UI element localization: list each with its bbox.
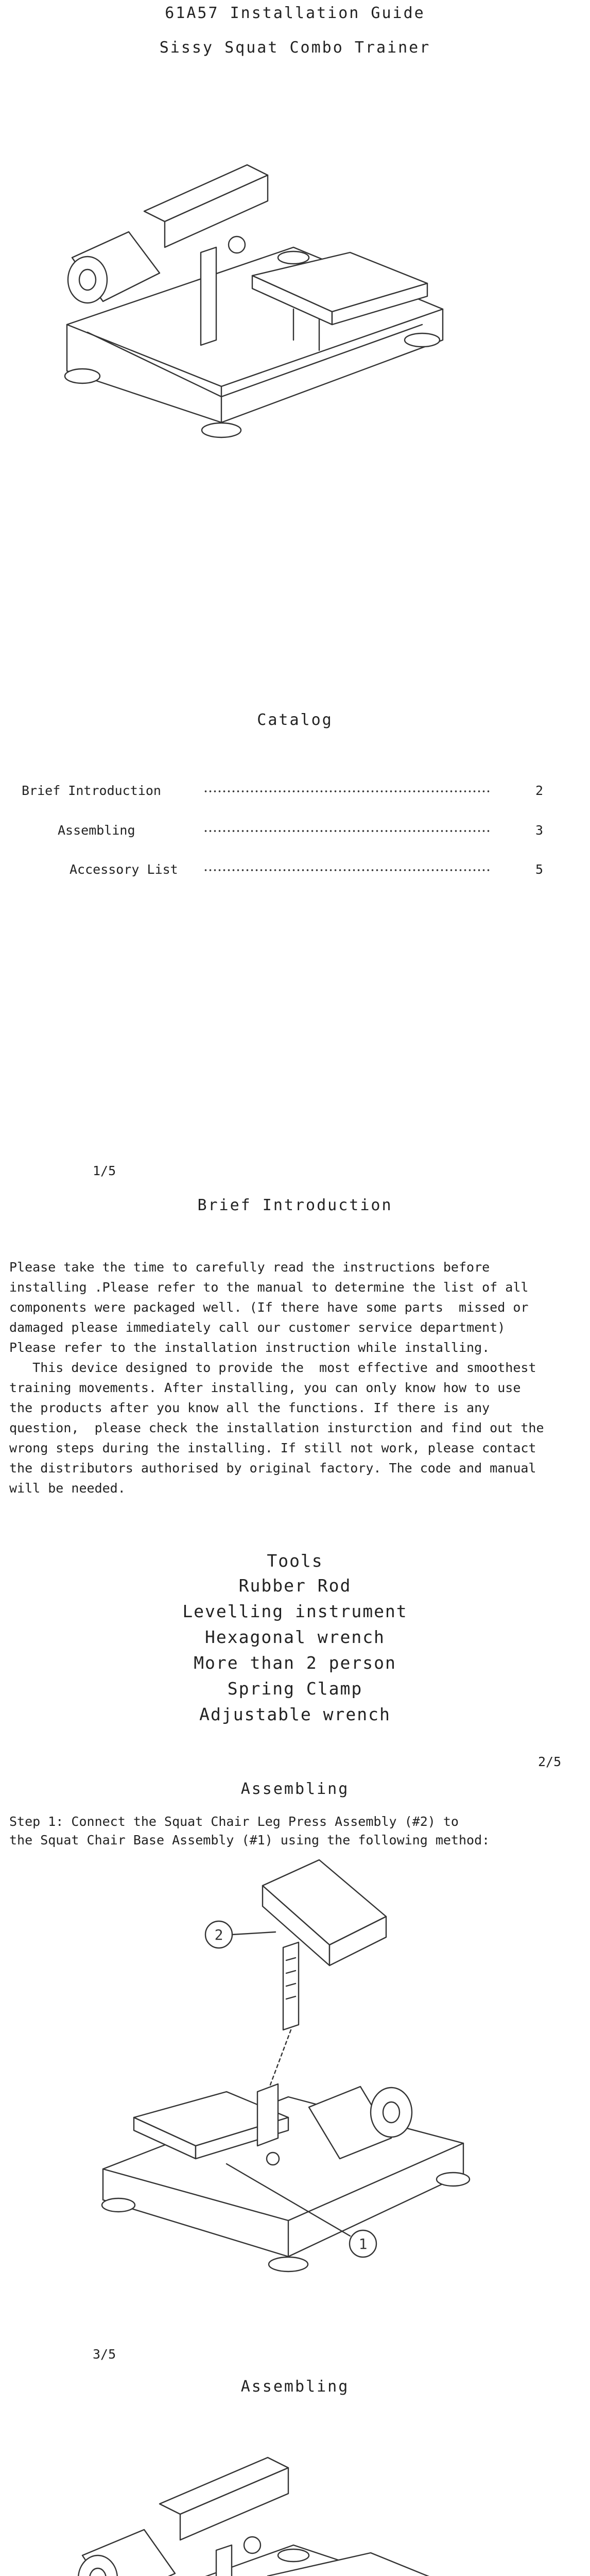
assembling-step: Step 1: Connect the Squat Chair Leg Press Assembly (#2) to the Squat Chair Base Assembly (#1) using the following method: [9, 1814, 490, 1848]
page-number: 1/5 [93, 1163, 116, 1178]
tool-item: Rubber Rod [238, 1575, 352, 1596]
catalog-item-page: 5 [535, 862, 544, 877]
catalog-row[interactable] [0, 823, 590, 843]
intro-paragraph: This device designed to provide the most effective and smoothest training movements. After installing, you can only know how to use the products after you know all the functions. If there is any question, please check the installation insturction and find out the wrong steps during the installing. If still not work, please contact the distributors authorised by original factory. The code and manual will be needed. [9, 1360, 544, 1496]
catalog-heading: Catalog [257, 711, 333, 729]
tool-item: More than 2 person [194, 1653, 396, 1673]
page-number: 3/5 [93, 2347, 116, 2362]
tool-item: Hexagonal wrench [205, 1627, 385, 1647]
product-illustration [51, 155, 463, 474]
tool-item: Levelling instrument [182, 1601, 408, 1621]
assembled-illustration [62, 2452, 484, 2576]
catalog-item-page: 2 [535, 783, 544, 798]
tool-item: Spring Clamp [227, 1679, 363, 1699]
catalog-row[interactable] [0, 783, 590, 804]
intro-heading: Brief Introduction [197, 1196, 393, 1214]
callout-number: 2 [214, 1926, 223, 1943]
catalog-leader-dots [203, 868, 492, 872]
catalog-leader-dots [203, 829, 492, 833]
assembly-illustration [72, 1850, 494, 2313]
tool-item: Adjustable wrench [199, 1704, 391, 1724]
document-subtitle: Sissy Squat Combo Trainer [159, 39, 431, 57]
catalog-leader-dots [203, 789, 492, 793]
catalog-item-label: Brief Introduction [22, 783, 161, 798]
callout-number: 1 [358, 2235, 368, 2252]
catalog-row[interactable] [0, 862, 590, 883]
page-number: 2/5 [538, 1754, 562, 1769]
assembling-heading: Assembling [240, 1780, 350, 1798]
catalog-item-page: 3 [535, 823, 544, 838]
intro-paragraph: Please take the time to carefully read the instructions before installing .Please refer to the manual to determine the list of all components were packaged well. (If there have some parts missed or damaged please immediately call our customer service department) Please refer to the installation instruction while installing. [9, 1260, 529, 1355]
assembling-heading: Assembling [240, 2378, 350, 2396]
document-title: 61A57 Installation Guide [165, 4, 425, 22]
catalog-item-label: Accessory List [70, 862, 178, 877]
catalog-item-label: Assembling [58, 823, 135, 838]
tools-heading: Tools [267, 1551, 323, 1571]
